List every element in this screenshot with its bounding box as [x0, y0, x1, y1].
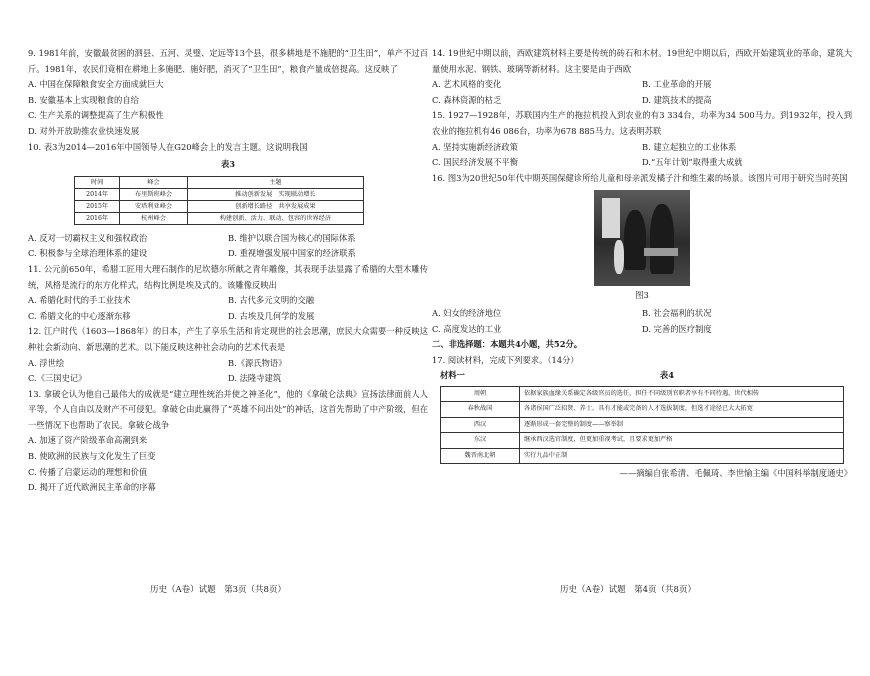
table-row	[75, 212, 364, 224]
options-row	[28, 371, 428, 387]
table-4-title: 表4	[659, 370, 674, 381]
option-b: B. 维护以联合国为核心的国际体系	[228, 232, 356, 243]
option-a: A. 中国在保障粮食安全方面成就巨大	[28, 79, 164, 90]
photo-table	[644, 248, 678, 256]
question-15	[432, 108, 852, 170]
option-b: B. 工业革命的开展	[642, 79, 712, 90]
table-cell: 春秋战国	[441, 402, 520, 418]
table-row	[441, 433, 844, 449]
table-cell: 安塔利亚峰会	[120, 200, 188, 212]
option-a: A. 坚持实施新经济政策	[432, 141, 518, 152]
page-footer: 历史（A卷）试题 第3页（共8页）	[150, 585, 286, 595]
table-3-title: 表3	[220, 159, 236, 170]
options-row	[28, 309, 428, 325]
question-stem: 13. 拿破仑认为他自己最伟大的成就是“建立理性统治并使之神圣化”，他的《拿破仑法典》宣扬法律面前人人平等，个人自由以及财产不可侵犯。拿破仑由此赢得了“英雄不问出处”的神话，这首先帮助了中产阶级，但在一些情况下也帮助了农民。拿破仑战争	[28, 388, 428, 430]
question-stem: 9. 1981年前，安徽最贫困的泗县、五河、灵璧、定远等13个县，很多耕地是不施肥的“卫生田”，单产不过百斤。1981年，农民们竟相在耕地上多施肥、施好肥，消灭了“卫生田”，粮食产量成倍提高。这反映了	[28, 48, 428, 74]
option-c: C. 森林资源的枯乏	[432, 94, 502, 105]
question-9	[28, 46, 428, 140]
option-a: A. 艺术风格的变化	[432, 79, 502, 90]
options-row	[432, 93, 852, 109]
question-stem: 10. 表3为2014—2016年中国领导人在G20峰会上的发言主题。这说明我国	[28, 141, 308, 152]
option-a: A. 希腊化时代的手工业技术	[28, 295, 131, 306]
table-row	[75, 200, 364, 212]
table-row	[441, 448, 844, 464]
option-c: C. 传播了启蒙运动的理想和价值	[28, 466, 148, 477]
page-footer: 历史（A卷）试题 第4页（共8页）	[560, 585, 696, 595]
option-d: D. 对外开放助推农业快速发展	[28, 125, 140, 136]
question-10	[28, 140, 428, 262]
question-12	[28, 324, 428, 386]
table-row	[441, 417, 844, 433]
table-cell: 2015年	[75, 200, 120, 212]
option-b: B.《源氏物语》	[228, 357, 287, 368]
question-stem: 14. 19世纪中期以前，西欧建筑材料主要是传统的砖石和木材。19世纪中期以后，西欧开始建筑业的革命，建筑大量使用水泥、钢铁、玻璃等新材料。这主要是由于西欧	[432, 48, 852, 74]
table-cell: 布里斯班峰会	[120, 188, 188, 200]
question-stem: 15. 1927—1928年，苏联国内生产的拖拉机投入到农业的有3 334台，功率为34 500马力。到1932年，投入到农业的拖拉机有46 086台，功率为678 885马力。这表明苏联	[432, 110, 852, 136]
figure-3-photo	[594, 190, 690, 286]
options-row	[432, 155, 852, 171]
option-c: C. 希腊文化的中心逐渐东移	[28, 310, 131, 321]
question-16	[432, 171, 852, 337]
option-d: D. 建筑技术的提高	[642, 94, 712, 105]
option-a: A. 妇女的经济地位	[432, 307, 502, 318]
photo-figure-mother	[624, 210, 646, 270]
options-row	[28, 231, 428, 247]
table-header-row	[75, 176, 364, 188]
option-c: C. 生产关系的调整提高了生产积极性	[28, 110, 164, 121]
option-b: B. 古代多元文明的交融	[228, 295, 315, 306]
table-row	[441, 386, 844, 402]
table-row	[441, 402, 844, 418]
option-c: C.《三国史记》	[28, 373, 87, 384]
question-11	[28, 262, 428, 324]
options-row	[432, 322, 852, 338]
material-source: ——摘编自张希清、毛佩琦、李世愉主编《中国科举制度通史》	[619, 468, 852, 479]
table-cell: 东汉	[441, 433, 520, 449]
question-stem: 11. 公元前650年，希腊工匠用大理石制作的尼坎德尔所献之青年雕像，其表现手法显露了希腊的大型木雕传统，风格是流行的东方化样式，结构比例是埃及式的。该雕像反映出	[28, 263, 428, 290]
photo-figure-nurse	[650, 204, 674, 274]
question-stem: 17. 阅读材料，完成下列要求。（14分）	[432, 354, 579, 365]
option-d: D. 完善的医疗制度	[642, 323, 712, 334]
material-header	[440, 368, 844, 384]
option-c: C. 高度发达的工业	[432, 323, 502, 334]
table-cell: 西汉	[441, 417, 520, 433]
table-cell: 依据家族血缘关系确定各级官员的选任，担任不同级别官职者享有不同待遇，世代相传	[520, 386, 844, 402]
page-3	[28, 46, 428, 676]
table-cell: 周朝	[441, 386, 520, 402]
options-row	[28, 293, 428, 309]
table-header: 峰会	[120, 176, 188, 188]
table-cell: 创新增长路径 共享发展成果	[187, 200, 363, 212]
question-14	[432, 46, 852, 108]
table-4	[440, 386, 844, 465]
option-d: D. 古埃及几何学的发展	[228, 310, 315, 321]
option-a: A. 加速了资产阶级革命高潮到来	[28, 435, 148, 446]
question-stem: 16. 图3为20世纪50年代中期英国保健诊所给儿童和母亲派发橘子汁和维生素的场景。该图片可用于研究当时英国	[432, 172, 848, 183]
options-row	[432, 306, 852, 322]
table-header: 时间	[75, 176, 120, 188]
options-row	[28, 246, 428, 262]
table-cell: 继承西汉选官制度，但更加重视考试，且要求更加严格	[520, 433, 844, 449]
question-stem: 12. 江户时代（1603—1868年）的日本，产生了享乐生活和肯定现世的社会思潮，庶民大众需要一种反映这种社会新动向、新思潮的艺术。以下能反映这种社会动向的艺术代表是	[28, 326, 428, 352]
table-cell: 实行九品中正制	[520, 448, 844, 464]
page-4	[432, 46, 852, 676]
option-a: A. 反对一切霸权主义和强权政治	[28, 232, 148, 243]
section-heading: 二、非选择题：本题共4小题，共52分。	[432, 339, 583, 350]
table-cell: 逐渐形成一套完整的制度——察举制	[520, 417, 844, 433]
material-label: 材料一	[440, 370, 465, 381]
option-d: D. 法隆寺建筑	[228, 373, 282, 384]
table-cell: 推动创新发展 实现联动增长	[187, 188, 363, 200]
options-row	[28, 356, 428, 372]
table-cell: 2014年	[75, 188, 120, 200]
options-row	[432, 77, 852, 93]
table-cell: 魏晋南北朝	[441, 448, 520, 464]
table-cell: 各诸侯国广泛招贤、养士，具有才能或完备的人才选拔制度，但选才途径已大大拓宽	[520, 402, 844, 418]
option-c: C. 国民经济发展不平衡	[432, 157, 518, 168]
table-header: 主题	[187, 176, 363, 188]
option-b: B. 建立起独立的工业体系	[642, 141, 737, 152]
option-b: B. 安徽基本上实现粮食的自给	[28, 94, 139, 105]
table-3	[74, 176, 364, 225]
photo-window	[602, 198, 620, 238]
question-13	[28, 387, 428, 496]
option-d: D.“五年计划”取得重大成就	[642, 157, 743, 168]
option-d: D. 重视增强发展中国家的经济联系	[228, 248, 356, 259]
option-c: C. 积极参与全球治理体系的建设	[28, 248, 148, 259]
table-cell: 2016年	[75, 212, 120, 224]
option-b: B. 使欧洲的民族与文化发生了巨变	[28, 451, 156, 462]
question-17	[432, 353, 852, 482]
option-d: D. 揭开了近代欧洲民主革命的序幕	[28, 482, 156, 493]
options-row	[432, 140, 852, 156]
figure-3-caption: 图3	[635, 290, 649, 301]
table-cell: 杭州峰会	[120, 212, 188, 224]
table-row	[75, 188, 364, 200]
option-b: B. 社会福利的状况	[642, 307, 712, 318]
option-a: A. 浮世绘	[28, 357, 65, 368]
table-cell: 构建创新、活力、联动、包容的世界经济	[187, 212, 363, 224]
photo-figure-child	[614, 240, 624, 274]
